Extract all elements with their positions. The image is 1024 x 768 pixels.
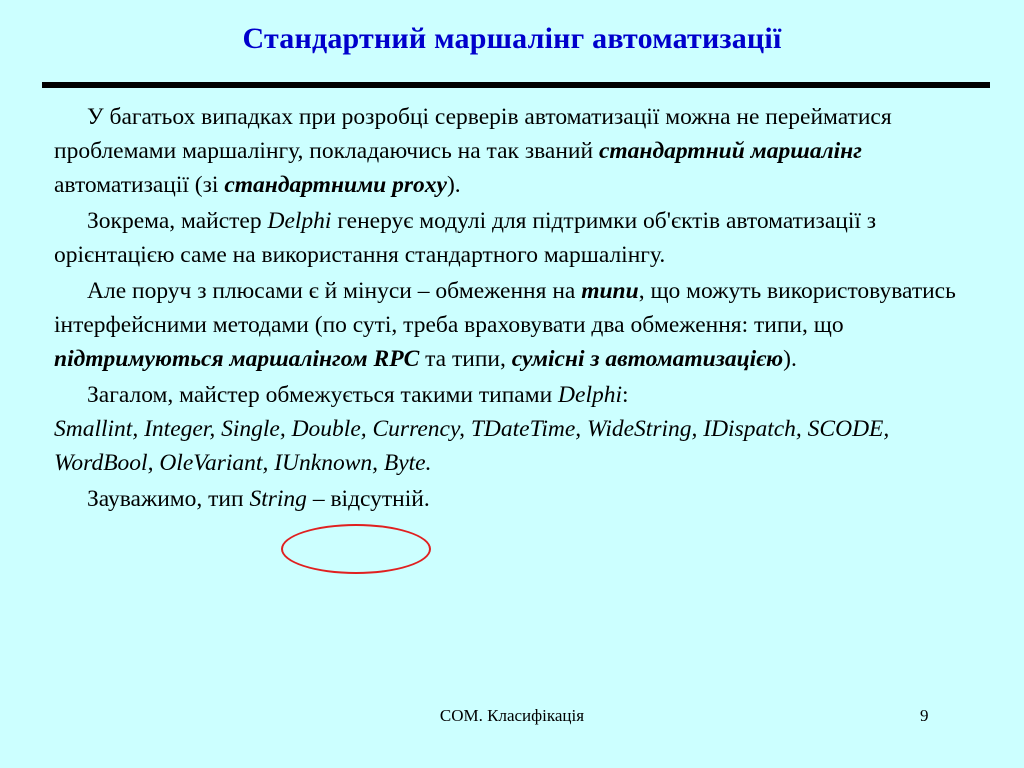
paragraph-3 (54, 274, 974, 376)
paragraph-5 (54, 482, 974, 516)
p4-types-list-b: , IUnknown, Byte. (262, 450, 432, 476)
p4-type-olevariant: OleVariant (159, 450, 263, 476)
p5-text-1: Зауважимо, тип (87, 486, 250, 512)
p3-term-automation-compatible: сумісні з автоматизацією (511, 346, 784, 372)
p4-types-list-a: Smallint, Integer, Single, Double, Currency, TDateTime, WideString, IDispatch, SCODE, WordBool, (54, 416, 890, 476)
p4-text-2: : (622, 382, 629, 408)
title-divider (42, 82, 990, 88)
p2-text-2: генерує модулі для підтримки об'єктів автоматизації з орієнтацією саме на використання стандартного маршалінгу. (54, 208, 877, 268)
p1-term-standard-proxy: стандартними proxy (224, 172, 447, 198)
paragraph-2 (54, 204, 974, 272)
footer-label: COM. Класифікація (439, 706, 585, 725)
p1-text-3: ). (446, 172, 461, 198)
slide-body (54, 100, 974, 518)
paragraph-4 (54, 378, 974, 480)
p4-text-1: Загалом, майстер обмежується такими типами (87, 382, 559, 408)
p5-text-2: – відсутній. (306, 486, 430, 512)
p3-text-2: , що можуть використовуватись інтерфейсними методами (по суті, треба враховувати два обмеження: типи, що (54, 278, 956, 338)
p1-text-2: автоматизації (зі (54, 172, 225, 198)
p3-text-1: Але поруч з плюсами є й мінуси – обмеження на (87, 278, 582, 304)
p1-term-standard-marshaling: стандартний маршалінг (598, 138, 862, 164)
slide-title: Стандартний маршалінг автоматизації (242, 22, 782, 55)
p3-term-rpc: підтримуються маршалінгом RPC (54, 346, 420, 372)
p3-text-3: та типи, (419, 346, 512, 372)
p2-text-1: Зокрема, майстер (87, 208, 268, 234)
red-circle-annotation (281, 524, 431, 574)
p3-text-4: ). (783, 346, 797, 372)
p1-text-1: У багатьох випадках при розробці серверів автоматизації можна не перейматися проблемами маршалінгу, покладаючись на так званий (54, 104, 892, 164)
p2-term-delphi: Delphi (267, 208, 332, 234)
p3-term-types: типи (581, 278, 639, 304)
p4-term-delphi: Delphi (558, 382, 623, 408)
p5-term-string: String (249, 486, 307, 512)
paragraph-1 (54, 100, 974, 202)
page-number: 9 (920, 706, 929, 725)
